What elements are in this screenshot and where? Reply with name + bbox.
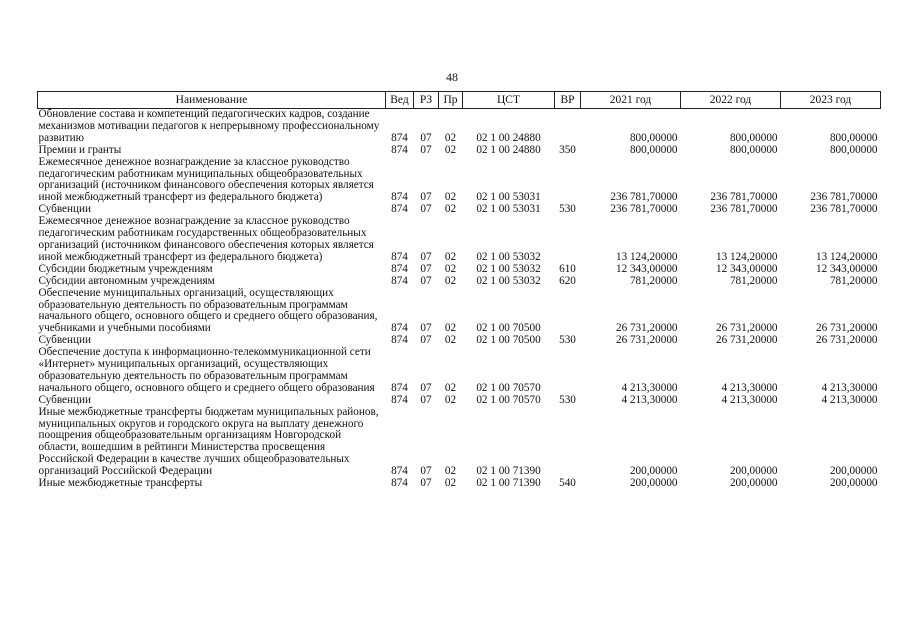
row-rz: 07	[420, 465, 432, 478]
row-2023: 200,00000	[829, 477, 878, 490]
row-ved: 874	[391, 393, 408, 406]
row-name: Обновление состава и компетенций педагогических кадров, создание механизмов мотивации педагогов к непрерывному профессиональному развитию	[38, 108, 380, 144]
row-rz: 07	[420, 322, 432, 335]
row-ved: 874	[391, 274, 408, 287]
row-ved: 874	[391, 465, 408, 478]
row-2021: 26 731,20000	[615, 334, 678, 347]
table-row	[38, 347, 881, 395]
row-vr	[555, 157, 581, 205]
row-2023: 13 124,20000	[815, 250, 878, 263]
table-row	[38, 145, 881, 157]
header-pr: Пр	[439, 92, 463, 109]
row-name: Обеспечение доступа к информационно-телекоммуникационной сети «Интернет» муниципальных организаций, осуществляющих образовательную деятельность по образовательным программам начального общего, основного общего и среднего общего образования	[38, 346, 375, 394]
row-cst: 02 1 00 70500	[476, 322, 541, 335]
row-ved: 874	[391, 131, 408, 144]
row-name: Иные межбюджетные трансферты бюджетам муниципальных районов, муниципальных округов и городского округа на выплату денежного поощрения общеобразовательным организациям Новгородской области, вошедшим в рейтинги Министерства просвещения Российской Федерации в качестве лучших общеобразовательных организаций Российской Федерации	[38, 405, 379, 478]
row-pr: 02	[444, 393, 457, 406]
row-ved: 874	[391, 334, 408, 347]
row-2021: 26 731,20000	[615, 322, 678, 335]
row-2023: 781,20000	[829, 274, 878, 287]
row-name: Субсидии бюджетным учреждениям	[38, 262, 213, 275]
row-2023: 12 343,00000	[815, 262, 878, 275]
page-number: 48	[446, 70, 458, 84]
table-body	[38, 109, 881, 491]
row-pr: 02	[444, 465, 457, 478]
header-ved: Вед	[386, 92, 414, 109]
row-cst: 02 1 00 53032	[476, 250, 541, 263]
row-cst: 02 1 00 71390	[476, 465, 541, 478]
row-name: Обеспечение муниципальных организаций, осуществляющих образовательную деятельность по образовательным программам начального общего, основного общего и среднего общего образования, учебниками и учебными пособиями	[38, 286, 378, 335]
row-ved: 874	[391, 322, 408, 335]
row-name: Ежемесячное денежное вознаграждение за классное руководство педагогическим работникам муниципальных общеобразовательных организаций (источником финансового обеспечения которых является иной межбюджетный трансферт из федерального бюджета)	[38, 155, 374, 204]
row-2023: 236 781,70000	[810, 191, 878, 204]
row-name: Премии и гранты	[38, 143, 122, 156]
row-cst: 02 1 00 53032	[476, 262, 541, 275]
table-row	[38, 288, 881, 336]
row-2022: 26 731,20000	[715, 322, 778, 335]
row-ved: 874	[391, 143, 408, 156]
row-vr: 540	[559, 477, 576, 490]
row-pr: 02	[444, 143, 457, 156]
row-2023: 800,00000	[829, 131, 878, 144]
row-vr: 530	[559, 203, 576, 216]
row-2022: 4 213,30000	[721, 381, 778, 394]
row-ved: 874	[391, 381, 408, 394]
row-cst: 02 1 00 53031	[476, 191, 541, 204]
row-cst: 02 1 00 70570	[476, 381, 541, 394]
row-pr: 02	[444, 191, 457, 204]
row-rz: 07	[420, 191, 432, 204]
row-2023: 26 731,20000	[815, 334, 878, 347]
row-2021: 236 781,70000	[610, 203, 678, 216]
row-vr: 610	[559, 262, 576, 275]
row-2022: 236 781,70000	[710, 191, 778, 204]
header-rz: РЗ	[414, 92, 439, 109]
table-row	[38, 395, 881, 407]
row-ved: 874	[391, 477, 408, 490]
table-header	[38, 92, 881, 109]
header-2022: 2022 год	[681, 92, 781, 109]
row-2022: 200,00000	[729, 465, 778, 478]
row-vr	[555, 216, 581, 264]
row-cst: 02 1 00 70500	[476, 334, 541, 347]
row-2022: 13 124,20000	[715, 250, 778, 263]
row-name: Субсидии автономным учреждениям	[38, 274, 215, 287]
row-2022: 200,00000	[729, 477, 778, 490]
table-row	[38, 264, 881, 276]
row-name: Субвенции	[38, 203, 91, 216]
row-2023: 26 731,20000	[815, 322, 878, 335]
row-rz: 07	[420, 393, 432, 406]
row-2021: 781,20000	[629, 274, 678, 287]
row-2021: 800,00000	[629, 131, 678, 144]
table-row	[38, 276, 881, 288]
row-cst: 02 1 00 24880	[476, 143, 541, 156]
table-row	[38, 478, 881, 490]
row-vr	[555, 288, 581, 336]
row-2022: 781,20000	[729, 274, 778, 287]
row-2023: 236 781,70000	[810, 203, 878, 216]
row-pr: 02	[444, 250, 457, 263]
row-ved: 874	[391, 203, 408, 216]
row-rz: 07	[420, 131, 432, 144]
row-cst: 02 1 00 53032	[476, 274, 541, 287]
row-2022: 800,00000	[729, 143, 778, 156]
row-2021: 13 124,20000	[615, 250, 678, 263]
row-name: Субвенции	[38, 334, 91, 347]
row-2021: 236 781,70000	[610, 191, 678, 204]
row-rz: 07	[420, 262, 432, 275]
row-rz: 07	[420, 381, 432, 394]
row-name: Субвенции	[38, 393, 91, 406]
row-2021: 4 213,30000	[621, 381, 678, 394]
header-2023: 2023 год	[781, 92, 881, 109]
header-name: Наименование	[38, 92, 386, 109]
table-row	[38, 407, 881, 478]
row-ved: 874	[391, 191, 408, 204]
row-2022: 26 731,20000	[715, 334, 778, 347]
row-pr: 02	[444, 334, 457, 347]
row-name: Иные межбюджетные трансферты	[38, 477, 203, 490]
header-cst: ЦСТ	[463, 92, 555, 109]
row-pr: 02	[444, 203, 457, 216]
row-2023: 800,00000	[829, 143, 878, 156]
row-vr	[555, 407, 581, 478]
row-name: Ежемесячное денежное вознаграждение за классное руководство педагогическим работникам государственных общеобразовательных организаций (источником финансового обеспечения которых является иной межбюджетный трансферт из федерального бюджета)	[38, 215, 374, 263]
header-2021: 2021 год	[581, 92, 681, 109]
row-2021: 800,00000	[629, 143, 678, 156]
row-2021: 200,00000	[629, 465, 678, 478]
table-row	[38, 157, 881, 205]
row-2023: 200,00000	[829, 465, 878, 478]
header-vr: ВР	[555, 92, 581, 109]
row-cst: 02 1 00 53031	[476, 203, 541, 216]
row-pr: 02	[444, 274, 457, 287]
row-cst: 02 1 00 71390	[476, 477, 541, 490]
row-pr: 02	[444, 477, 457, 490]
row-2021: 12 343,00000	[615, 262, 678, 275]
row-2022: 236 781,70000	[710, 203, 778, 216]
row-pr: 02	[444, 381, 457, 394]
row-rz: 07	[420, 274, 432, 287]
row-vr: 350	[559, 143, 576, 156]
row-rz: 07	[420, 143, 432, 156]
row-ved: 874	[391, 250, 408, 263]
row-2023: 4 213,30000	[821, 381, 878, 394]
row-rz: 07	[420, 250, 432, 263]
row-vr: 530	[559, 393, 576, 406]
row-cst: 02 1 00 70570	[476, 393, 541, 406]
row-2021: 4 213,30000	[621, 393, 678, 406]
row-2022: 800,00000	[729, 131, 778, 144]
row-2022: 12 343,00000	[715, 262, 778, 275]
row-rz: 07	[420, 203, 432, 216]
row-rz: 07	[420, 477, 432, 490]
row-2023: 4 213,30000	[821, 393, 878, 406]
row-pr: 02	[444, 322, 457, 335]
row-vr	[555, 347, 581, 395]
row-ved: 874	[391, 262, 408, 275]
row-vr: 530	[559, 334, 576, 347]
row-pr: 02	[444, 131, 457, 144]
row-rz: 07	[420, 334, 432, 347]
table-row	[38, 216, 881, 264]
row-pr: 02	[444, 262, 457, 275]
row-vr: 620	[559, 274, 576, 287]
budget-table	[37, 91, 881, 490]
row-2022: 4 213,30000	[721, 393, 778, 406]
row-2021: 200,00000	[629, 477, 678, 490]
table-row	[38, 109, 881, 145]
row-vr	[555, 109, 581, 145]
row-cst: 02 1 00 24880	[476, 131, 541, 144]
